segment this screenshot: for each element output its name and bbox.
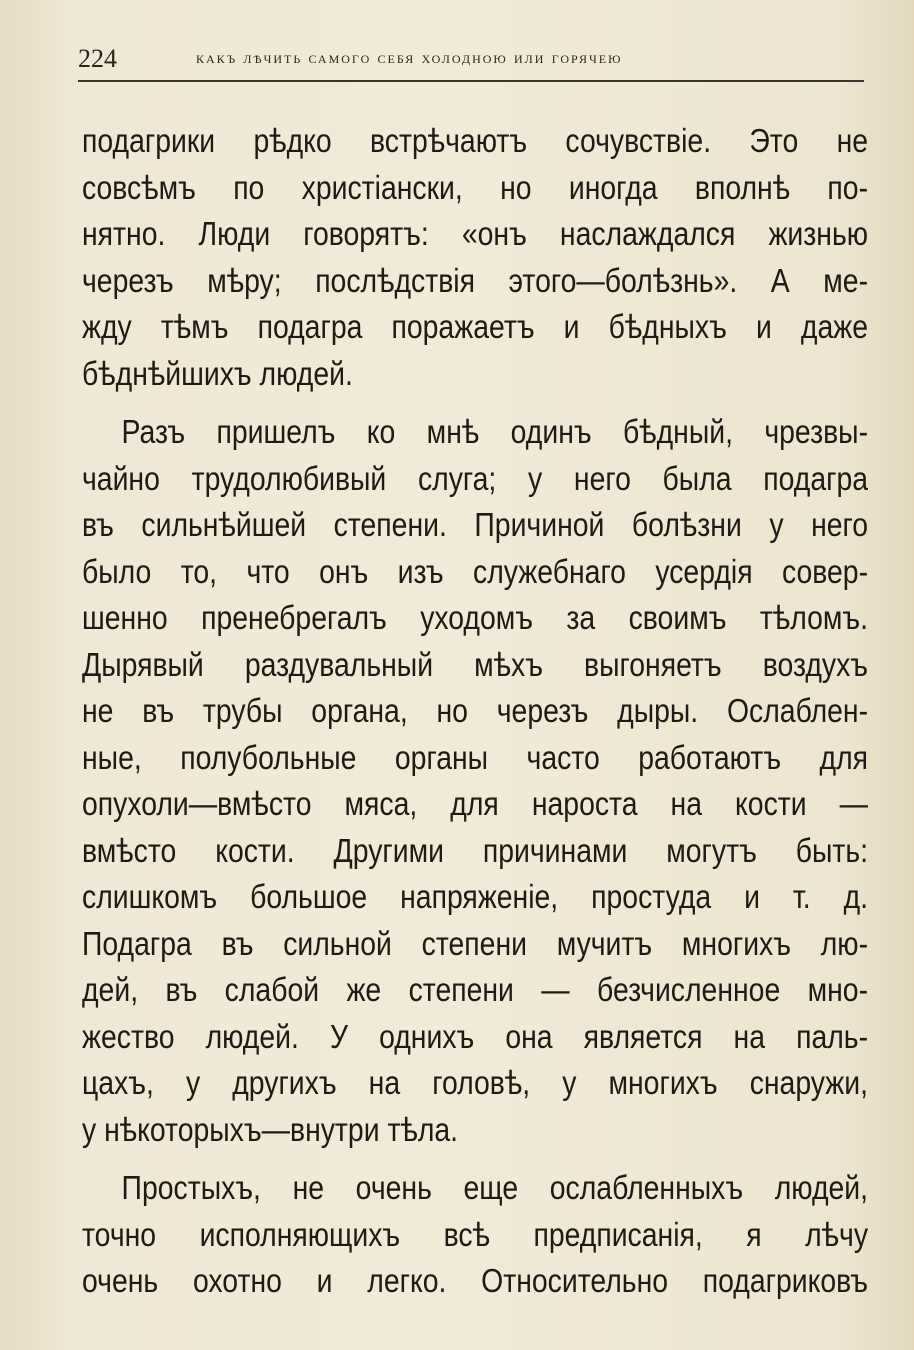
text-line: цахъ, у другихъ на головѣ, у многихъ снаружи, [82,1064,869,1101]
text-line: шенно пренебрегалъ уходомъ за своимъ тѣломъ. [82,599,869,636]
text-line: жество людей. У однихъ она является на паль- [82,1017,869,1055]
text-line: совсѣмъ по христіански, но иногда вполнѣ по- [82,168,869,206]
text-line: жду тѣмъ подагра поражаетъ и бѣдныхъ и даже [82,308,869,345]
text-line: вмѣсто кости. Другими причинами могутъ быть: [82,831,869,869]
body-text [82,118,869,1305]
text-line: у нѣкоторыхъ—внутри тѣла. [82,1110,459,1148]
paragraph-gap [82,397,758,409]
page-header [78,38,864,78]
text-line: точно исполняющихъ всѣ предписанія, я лѣчу [82,1215,869,1253]
page-number: 224 [78,44,117,73]
text-line: очень охотно и легко. Относительно подагриковъ [82,1262,869,1299]
text-line: бѣднѣйшихъ людей. [82,354,353,392]
text-line: дей, въ слабой же степени — безчисленное мно- [82,971,869,1008]
text-line: Простыхъ, не очень еще ослабленныхъ людей, [121,1169,869,1206]
header-rule [78,80,864,82]
text-line: чайно трудолюбивый слуга; у него была подагра [82,459,869,497]
text-line: ные, полубольные органы часто работаютъ для [82,738,869,776]
text-line: подагрики рѣдко встрѣчаютъ сочувствіе. Это не [82,122,869,159]
text-line: слишкомъ большое напряженіе, простуда и т. д. [82,878,869,915]
running-title: какъ лѣчить самого себя холодною или горячею [196,48,623,67]
text-line: Подагра въ сильной степени мучитъ многихъ лю- [82,924,869,962]
text-line: опухоли—вмѣсто мяса, для нароста на кости — [82,785,869,822]
text-line: въ сильнѣйшей степени. Причиной болѣзни у него [82,506,869,543]
text-line: черезъ мѣру; послѣдствія этого—болѣзнь». А ме- [82,261,869,299]
text-line: нятно. Люди говорятъ: «онъ наслаждался жизнью [82,215,869,252]
text-line: Дырявый раздувальный мѣхъ выгоняетъ воздухъ [82,645,869,683]
text-line: не въ трубы органа, но черезъ дыры. Ослаблен- [82,692,869,729]
text-line: было то, что онъ изъ служебнаго усердія совер- [82,552,869,590]
text-line: Разъ пришелъ ко мнѣ одинъ бѣдный, чрезвы- [121,413,869,450]
paragraph-gap [82,1153,758,1165]
